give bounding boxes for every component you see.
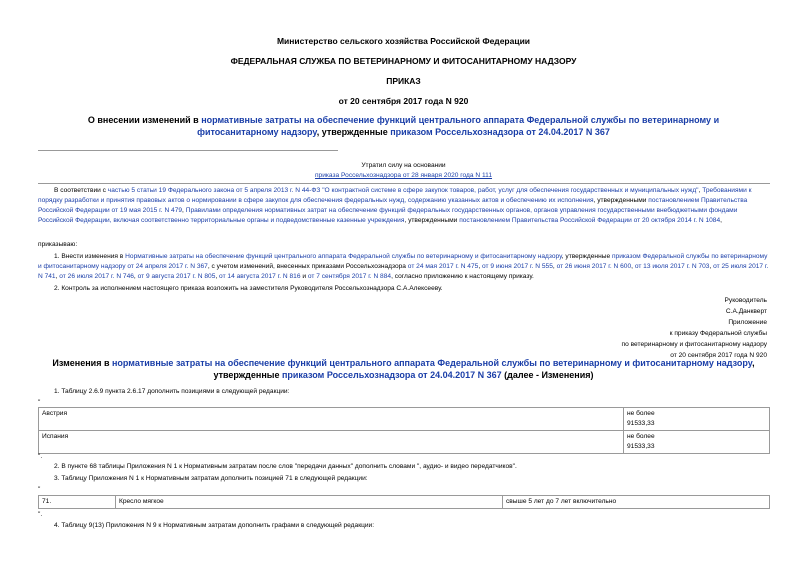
text-fragment: и (300, 273, 308, 280)
repeal-note-text: Утратил силу на основании (361, 162, 446, 169)
text-fragment: , (552, 263, 557, 270)
text-fragment: Изменения в (52, 358, 112, 368)
order-word: приказываю: (38, 241, 78, 248)
text-fragment: , (698, 187, 703, 194)
limit-label: не более (627, 410, 655, 417)
link-order-475[interactable]: от 24 мая 2017 г. N 475 (407, 263, 479, 270)
document-title (48, 114, 759, 138)
link-order-741[interactable]: от 25 июля 2017 г. N 741 (38, 263, 769, 280)
appendix-line-4: от 20 сентября 2017 года N 920 (670, 352, 767, 359)
limit-value: 91533,33 (627, 443, 655, 450)
table-row (39, 408, 770, 431)
item-name-cell: Кресло мягкое (116, 496, 503, 509)
quote-close-2: ". (38, 511, 43, 518)
title-middle: , утвержденные (316, 127, 391, 137)
appendix-label: Приложение (728, 319, 767, 326)
text-fragment: , утвержденными (593, 197, 649, 204)
text-fragment: В соответствии с (54, 187, 108, 194)
link-order-703[interactable]: от 13 июля 2017 г. N 703 (634, 263, 710, 270)
link-rules[interactable]: Правилами определения нормативных затрат на обеспечение функций федеральных государственных органов, органов управления государственными внебюджетными фондами Российской Федерации, включая соответственно территориальные органы и подведомственные казенные учреждения (38, 207, 738, 224)
quote-close: ". (38, 453, 43, 460)
title-link-order[interactable]: приказом Россельхознадзора от 24.04.2017 N 367 (390, 127, 610, 137)
changes-title-link-norms[interactable]: нормативные затраты на обеспечение функций центрального аппарата Федеральной службы по ветеринарному и фитосанитарному надзору (111, 358, 753, 368)
limit-label: не более (627, 433, 655, 440)
link-order-600[interactable]: от 26 июня 2017 г. N 600 (556, 263, 632, 270)
link-order-884[interactable]: от 7 сентября 2017 г. N 884 (307, 273, 392, 280)
text-fragment: , (478, 263, 482, 270)
text-fragment: , (709, 263, 714, 270)
link-norms[interactable]: Нормативные затраты на обеспечение функций центрального аппарата Федеральной службы по ветеринарному и фитосанитарному надзору (125, 253, 562, 260)
limit-cell (624, 431, 770, 454)
link-order-816[interactable]: от 14 августа 2017 г. N 816 (219, 273, 301, 280)
limit-value: 91533,33 (627, 420, 655, 427)
repeal-note-link-row (0, 171, 807, 180)
link-resolution-479[interactable]: постановлением Правительства Российской Федерации от 19 мая 2015 г. N 479 (38, 197, 748, 214)
change-2-text: 2. В пункте 68 таблицы Приложения N 1 к Нормативным затратам после слов "передачи данных" дополнить словами ", аудио- и видео передатчиков". (54, 463, 517, 470)
appendix-line-2: к приказу Федеральной службы (669, 330, 767, 337)
quote-open-2: " (38, 486, 41, 493)
preamble-paragraph (38, 186, 770, 226)
title-link-norms[interactable]: нормативные затраты на обеспечение функций центрального аппарата Федеральной службы по ветеринарному и фитосанитарному надзору (197, 115, 720, 137)
change-4-text: 4. Таблицу 9(13) Приложения N 9 к Нормативным затратам дополнить графами в следующей редакции: (54, 522, 375, 529)
signature-role: Руководитель (724, 297, 767, 304)
title-prefix: О внесении изменений в (87, 115, 202, 125)
service-term-cell: свыше 5 лет до 7 лет включительно (503, 496, 770, 509)
change-3-text: 3. Таблицу Приложения N 1 к Нормативным затратам дополнить позицией 71 в следующей редакции: (54, 475, 368, 482)
position-number-cell: 71. (39, 496, 116, 509)
link-order-746[interactable]: от 26 июля 2017 г. N 746 (59, 273, 134, 280)
text-fragment: , (631, 263, 635, 270)
signature-name: С.А.Данкверт (725, 308, 767, 315)
link-order-367[interactable]: приказом Федеральной службы по ветеринарному и фитосанитарному надзору от 24 апреля 2017 г. N 367 (38, 253, 768, 270)
ministry-name: Министерство сельского хозяйства Российской Федерации (276, 36, 531, 46)
document-type: ПРИКАЗ (386, 76, 421, 86)
changes-title-link-order[interactable]: приказом Россельхознадзора от 24.04.2017 N 367 (281, 370, 502, 380)
text-fragment: , с учетом изменений, внесенных приказами Россельхознадзора (207, 263, 408, 270)
table-appendix-1-addition (38, 495, 770, 509)
text-fragment: , (720, 217, 722, 224)
item-2-paragraph: 2. Контроль за исполнением настоящего приказа возложить на заместителя Руководителя Россельхознадзора С.А.Алексееву. (54, 285, 443, 292)
text-fragment: , (133, 273, 138, 280)
link-order-805[interactable]: от 9 августа 2017 г. N 805 (137, 273, 216, 280)
text-fragment: , утвержденными (404, 217, 460, 224)
text-fragment: , (182, 207, 186, 214)
changes-title (48, 357, 759, 381)
service-name: ФЕДЕРАЛЬНАЯ СЛУЖБА ПО ВЕТЕРИНАРНОМУ И ФИТОСАНИТАРНОМУ НАДЗОРУ (230, 56, 577, 66)
separator-line (38, 150, 338, 151)
text-fragment: , согласно приложению к настоящему приказу. (391, 273, 534, 280)
appendix-line-3: по ветеринарному и фитосанитарному надзору (621, 341, 767, 348)
table-2-6-9-additions (38, 407, 770, 454)
text-fragment: 1. Внести изменения в (54, 253, 126, 260)
link-law-44fz[interactable]: частью 5 статьи 19 Федерального закона от 5 апреля 2013 г. N 44-ФЗ "О контрактной системе в сфере закупок товаров, работ, услуг для обеспечения государственных и муниципальных нужд" (107, 187, 699, 194)
country-cell: Испания (39, 431, 624, 454)
text-fragment: , утвержденные (561, 253, 612, 260)
change-1-text: 1. Таблицу 2.6.9 пункта 2.6.17 дополнить позициями в следующей редакции: (54, 388, 290, 395)
note-divider (38, 183, 770, 184)
text-fragment: , утвержденные (213, 358, 755, 380)
text-fragment: , (55, 273, 60, 280)
text-fragment: (далее - Изменения) (501, 370, 594, 380)
limit-cell (624, 408, 770, 431)
document-date: от 20 сентября 2017 года N 920 (338, 96, 469, 106)
table-row (39, 431, 770, 454)
item-1-paragraph (38, 252, 770, 282)
table-row (39, 496, 770, 509)
repeal-note-link[interactable]: приказа Россельхознадзора от 28 января 2020 года N 111 (314, 172, 493, 179)
quote-open: " (38, 399, 41, 406)
link-requirements[interactable]: Требованиями к порядку разработки и принятия правовых актов о нормировании в сфере закупок для обеспечения федеральных нужд, содержанию указанных актов и обеспечению их исполнения (38, 187, 752, 204)
link-order-555[interactable]: от 9 июня 2017 г. N 555 (481, 263, 553, 270)
text-fragment: , (215, 273, 220, 280)
country-cell: Австрия (39, 408, 624, 431)
link-resolution-1084[interactable]: постановлением Правительства Российской Федерации от 20 октября 2014 г. N 1084 (459, 217, 721, 224)
